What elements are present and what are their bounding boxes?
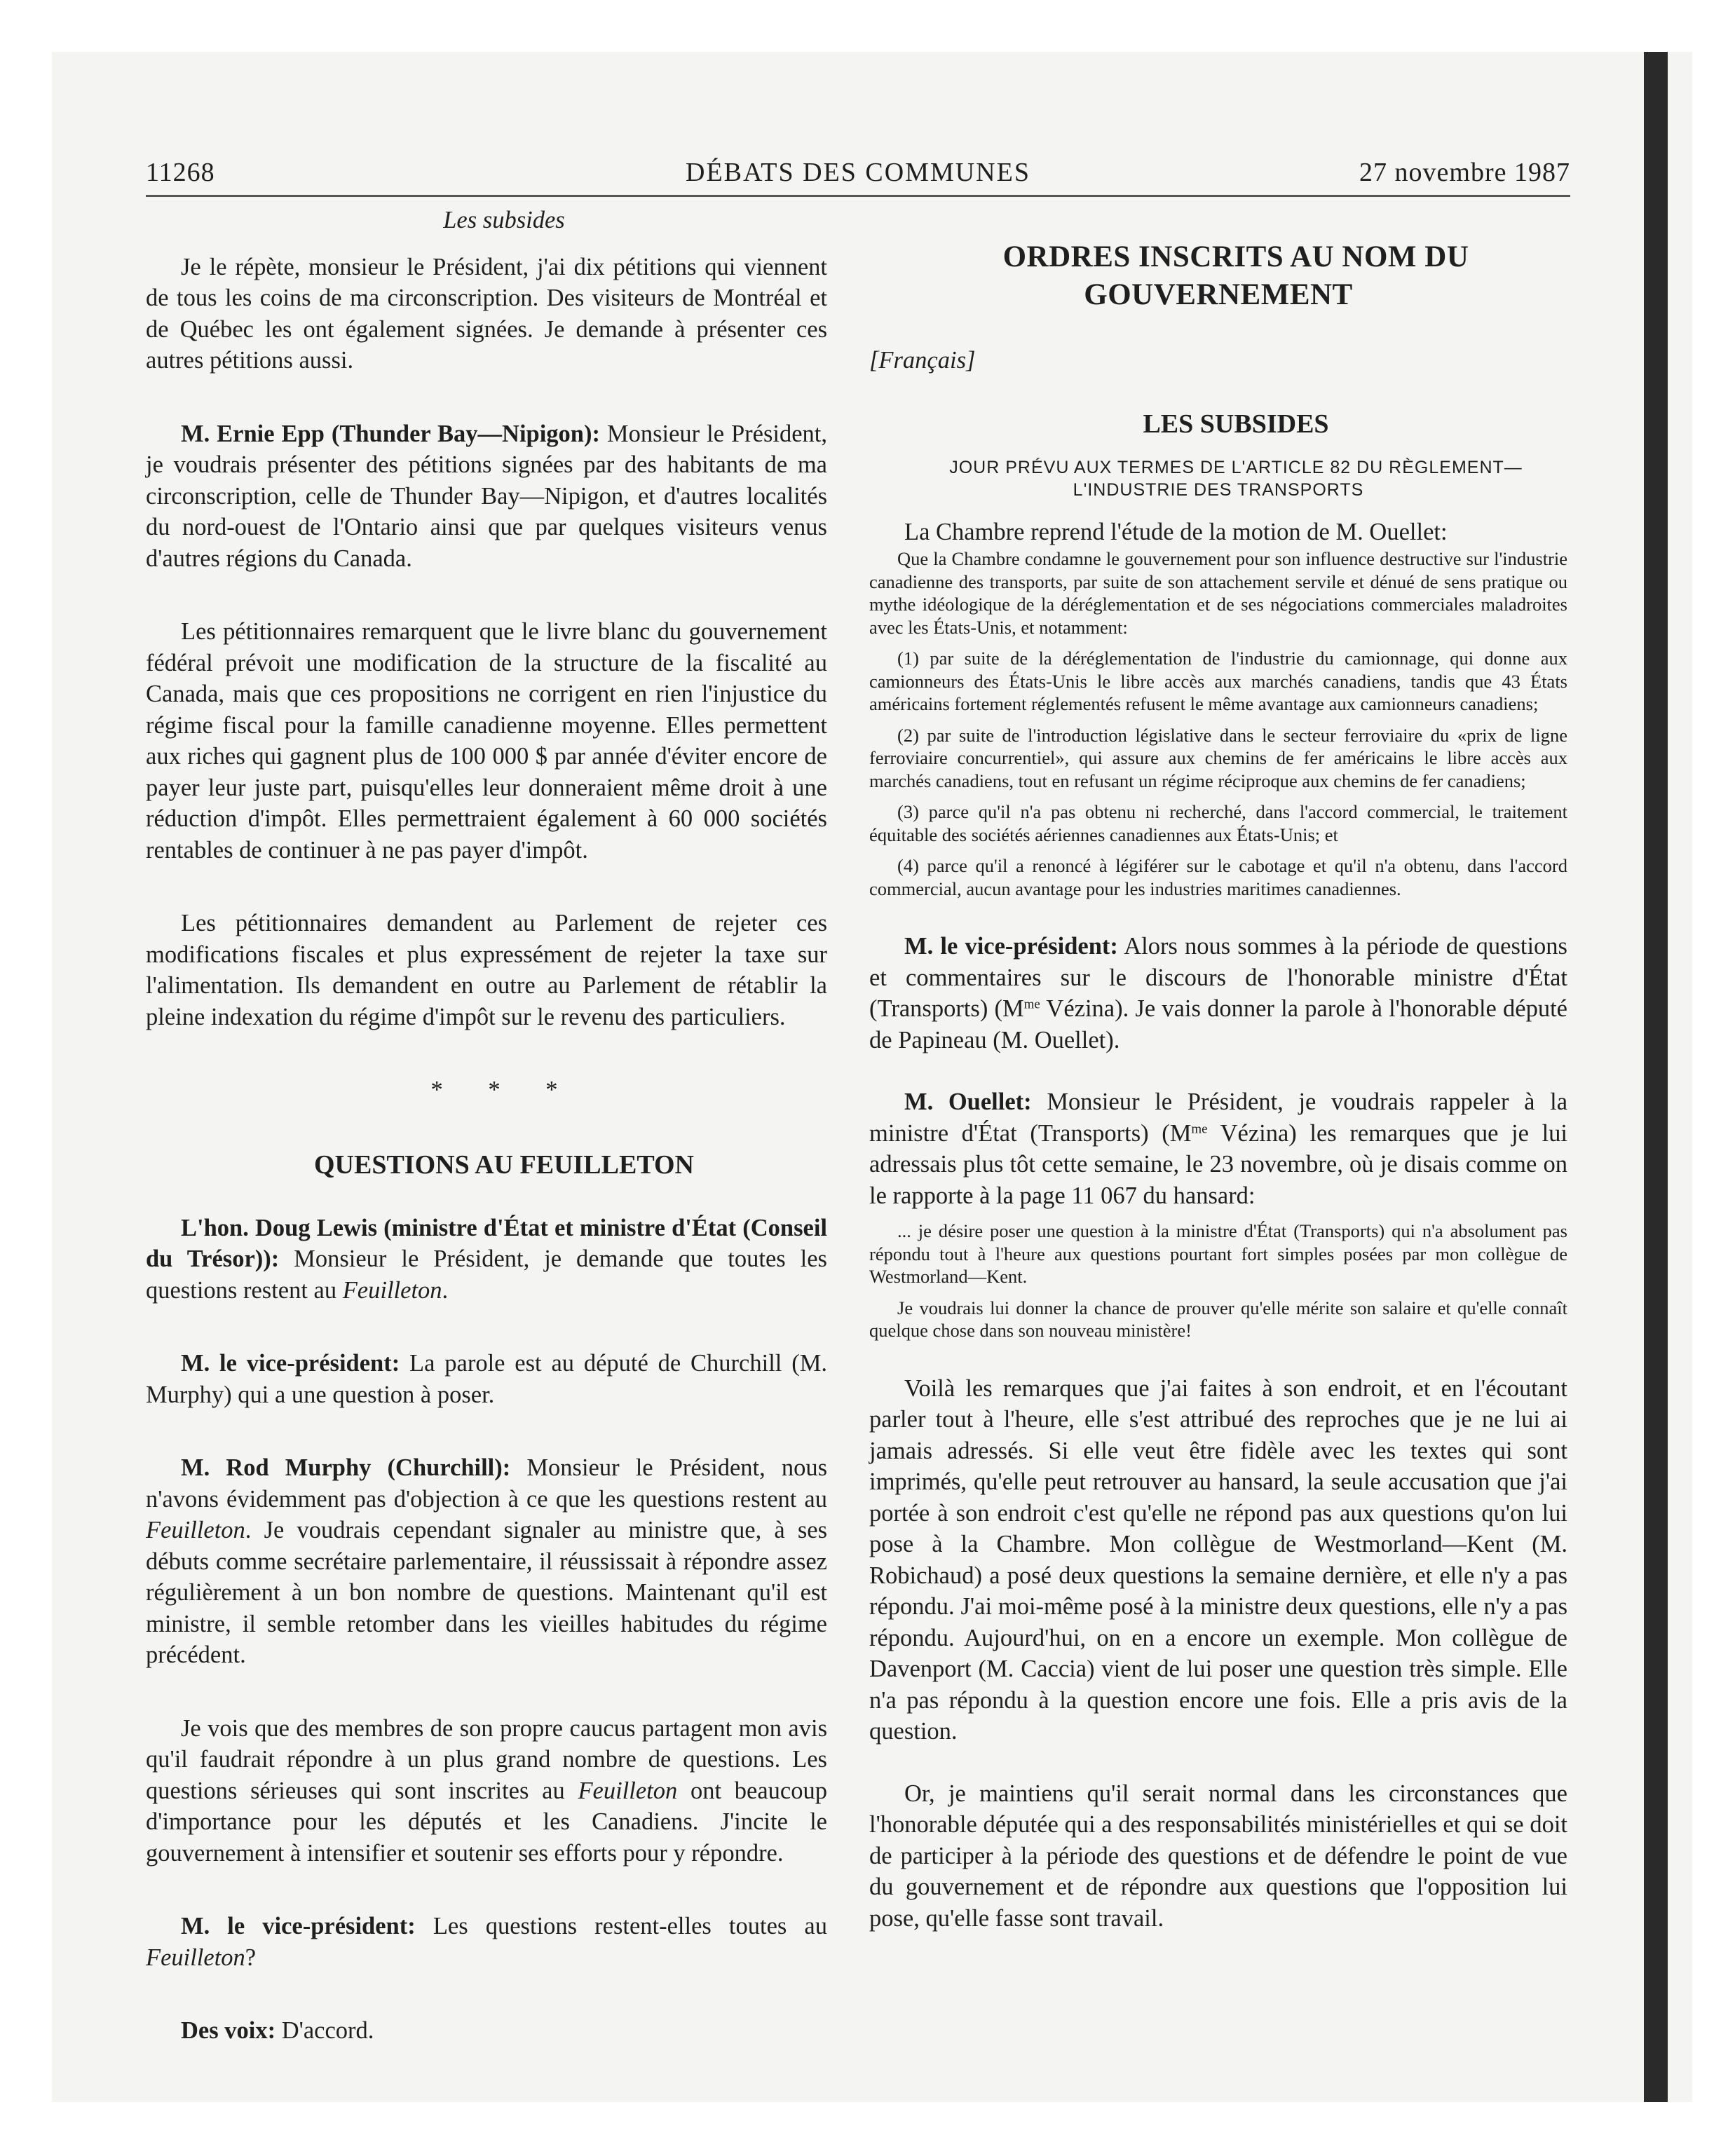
right-column [869, 205, 1567, 1934]
paragraph: M. Ouellet: Monsieur le Président, je voudrais rappeler à la ministre d'État (Transports) ($M^{me}$ Vézina) les remarques que je lui adressais plus tôt cette semaine, le 23 novembre, où je disais comme on le rapporte à la page 11 067 du hansard: [869, 1089, 1568, 1209]
publication-title: DÉBATS DES COMMUNES [686, 158, 1030, 187]
speaker: M. Ouellet: [904, 1089, 1032, 1115]
paragraph: M. le vice-président: Alors nous sommes à la période de questions et commentaires sur le discours de l'honorable ministre d'État (Transports) ($M^{me}$ Vézina). Je vais donner la parole à l'honorable député de Papineau (M. Ouellet). [869, 933, 1567, 1053]
speaker: M. le vice-président: [181, 1913, 416, 1939]
motion-item: (2) par suite de l'introduction législative dans le secteur ferroviaire du «prix de ligne ferroviaire concurrentiel», qui assure aux chemins de fer américains le libre accès aux marchés canadiens, tout en refusant un régime réciproque aux chemins de fer canadiens; [869, 724, 1567, 791]
speaker: M. le vice-président: [181, 1350, 400, 1377]
motion-item: (3) parce qu'il n'a pas obtenu ni recherché, dans l'accord commercial, le traitement équitable des sociétés aériennes canadiennes aux États-Unis; et [869, 801, 1567, 845]
paragraph: Des voix: D'accord. [181, 2017, 374, 2044]
order-heading: JOUR PRÉVU AUX TERMES DE L'ARTICLE 82 DU RÈGLEMENT— L'INDUSTRIE DES TRANSPORTS [949, 457, 1523, 500]
paragraph: Or, je maintiens qu'il serait normal dans les circonstances que l'honorable députée qui a des responsabilités ministérielles et qui se doit de participer à la période des questions et de défendre le point de vue du gouvernement et de répondre aux questions que l'opposition lui pose, qu'elle fasse sont travail. [869, 1780, 1567, 1932]
speaker: Des voix: [181, 2017, 276, 2044]
paragraph: Les pétitionnaires demandent au Parlement de rejeter ces modifications fiscales et plus expressément de rejeter la taxe sur l'alimentation. Ils demandent en outre au Parlement de rétablir la pleine indexation du régime d'impôt sur le revenu des particuliers. [146, 910, 827, 1030]
paragraph: L'hon. Doug Lewis (ministre d'État et ministre d'État (Conseil du Trésor)): Monsieur le Président, je demande que toutes les questions restent au Feuilleton. [146, 1214, 827, 1304]
paragraph: Voilà les remarques que j'ai faites à son endroit, et en l'écoutant parler tout à l'heure, elle s'est attribué des reproches que je ne lui ai jamais adressés. Si elle veut être fidèle avec les textes qui sont imprimés, qu'elle peut retrouver au hansard, la seule accusation que j'ai portée à son endroit c'est qu'elle ne répond pas aux questions qu'on lui pose à la Chambre. Mon collègue de Westmorland—Kent (M. Robichaud) a posé deux questions la semaine dernière, et elle n'y a pas répondu. J'ai moi-même posé à la ministre deux questions, elle n'y a pas répondu. Aujourd'hui, on en a encore un exemple. Mon collègue de Davenport (M. Caccia) vient de lui poser une question très simple. Elle n'a pas répondu à la question encore une fois. Elle a pris avis de la question. [869, 1374, 1567, 1745]
speaker: M. le vice-président: [904, 933, 1118, 960]
paragraph: Je vois que des membres de son propre caucus partagent mon avis qu'il faudrait répondre à un plus grand nombre de questions. Les questions sérieuses qui sont inscrites au Feuilleton ont beaucoup d'importance pour les députés et les Canadiens. J'incite le gouvernement à intensifier et soutenir ses efforts pour y répondre. [146, 1714, 827, 1867]
quotation: Je voudrais lui donner la chance de prouver qu'elle mérite son salaire et qu'elle connaît quelque chose dans son nouveau ministère! [869, 1297, 1567, 1341]
page-date: 27 novembre 1987 [1359, 158, 1570, 187]
motion-item: (1) par suite de la déréglementation de l'industrie du camionnage, qui donne aux camionneurs des États-Unis le libre accès aux marchés canadiens, tandis que 43 États américains fortement réglementés refusent le même avantage aux camionneurs canadiens; [869, 648, 1567, 714]
speaker: M. Rod Murphy (Churchill): [181, 1454, 511, 1481]
motion-item: (4) parce qu'il a renoncé à légiférer sur le cabotage et qu'il n'a obtenu, dans l'accord commercial, aucun avantage pour les industries maritimes canadiennes. [869, 855, 1567, 899]
page-header [146, 156, 1570, 197]
paragraph: M. Rod Murphy (Churchill): Monsieur le Président, nous n'avons évidemment pas d'objection à ce que les questions restent au Feuilleton. Je voudrais cependant signaler au ministre que, à ses débuts comme secrétaire parlementaire, il réussissait à répondre assez régulièrement à un bon nombre de questions. Maintenant qu'il est ministre, il semble retomber dans les vieilles habitudes du régime précédent. [146, 1454, 827, 1668]
page-number: 11268 [146, 158, 215, 187]
section-divider: * * * [430, 1077, 578, 1103]
left-column [146, 205, 827, 2047]
section-heading: QUESTIONS AU FEUILLETON [313, 1149, 695, 1180]
subsection-heading: LES SUBSIDES [1143, 409, 1329, 439]
paragraph: Les pétitionnaires remarquent que le livre blanc du gouvernement fédéral prévoit une modification de la structure de la fiscalité au Canada, mais que ces propositions ne corrigent en rien l'injustice du régime fiscal pour la famille canadienne moyenne. Elles permettent aux riches qui gagnent plus de 100 000 $ par année d'éviter encore de payer leur juste part, puisqu'elles leur donneraient même droit à une réduction d'impôt. Elles permettraient également à 60 000 sociétés rentables de continuer à ne pas payer d'impôt. [146, 618, 827, 864]
speaker: M. Ernie Epp (Thunder Bay—Nipigon): [181, 420, 600, 447]
speaker: L'hon. Doug Lewis (ministre d'État et ministre d'État (Conseil du Trésor)): [146, 1214, 827, 1272]
section-heading: ORDRES INSCRITS AU NOM DU GOUVERNEMENT [1002, 240, 1469, 311]
paragraph: M. le vice-président: Les questions restent-elles toutes au Feuilleton? [146, 1913, 827, 1971]
quotation: ... je désire poser une question à la ministre d'État (Transports) qui n'a absolument pas répondu tout à l'heure aux questions pourtant fort simples posées par mon collègue de Westmorland—Kent. [869, 1220, 1567, 1287]
paragraph: M. Ernie Epp (Thunder Bay—Nipigon): Monsieur le Président, je voudrais présenter des pétitions signées par des habitants de ma circonscription, celle de Thunder Bay—Nipigon, et d'autres localités du nord-ouest de l'Ontario ainsi que par quelques visiteurs venus d'autres régions du Canada. [146, 420, 827, 572]
paragraph: Je le répète, monsieur le Président, j'ai dix pétitions qui viennent de tous les coins de ma circonscription. Des visiteurs de Montréal et de Québec les ont également signées. Je demande à présenter ces autres pétitions aussi. [146, 253, 827, 374]
section-title: Les subsides [443, 207, 565, 233]
motion-text: Que la Chambre condamne le gouvernement pour son influence destructive sur l'industrie canadienne des transports, par suite de son attachement servile et dénué de sens pratique ou mythe idéologique de la déréglementation et de ses négociations commerciales maladroites avec les États-Unis, et notamment: [869, 548, 1567, 638]
paragraph: M. le vice-président: La parole est au député de Churchill (M. Murphy) qui a une question à poser. [146, 1350, 827, 1408]
paragraph: La Chambre reprend l'étude de la motion de M. Ouellet: [904, 518, 1448, 545]
language-marker: [Français] [869, 347, 976, 374]
binding-edge [1644, 52, 1668, 2102]
